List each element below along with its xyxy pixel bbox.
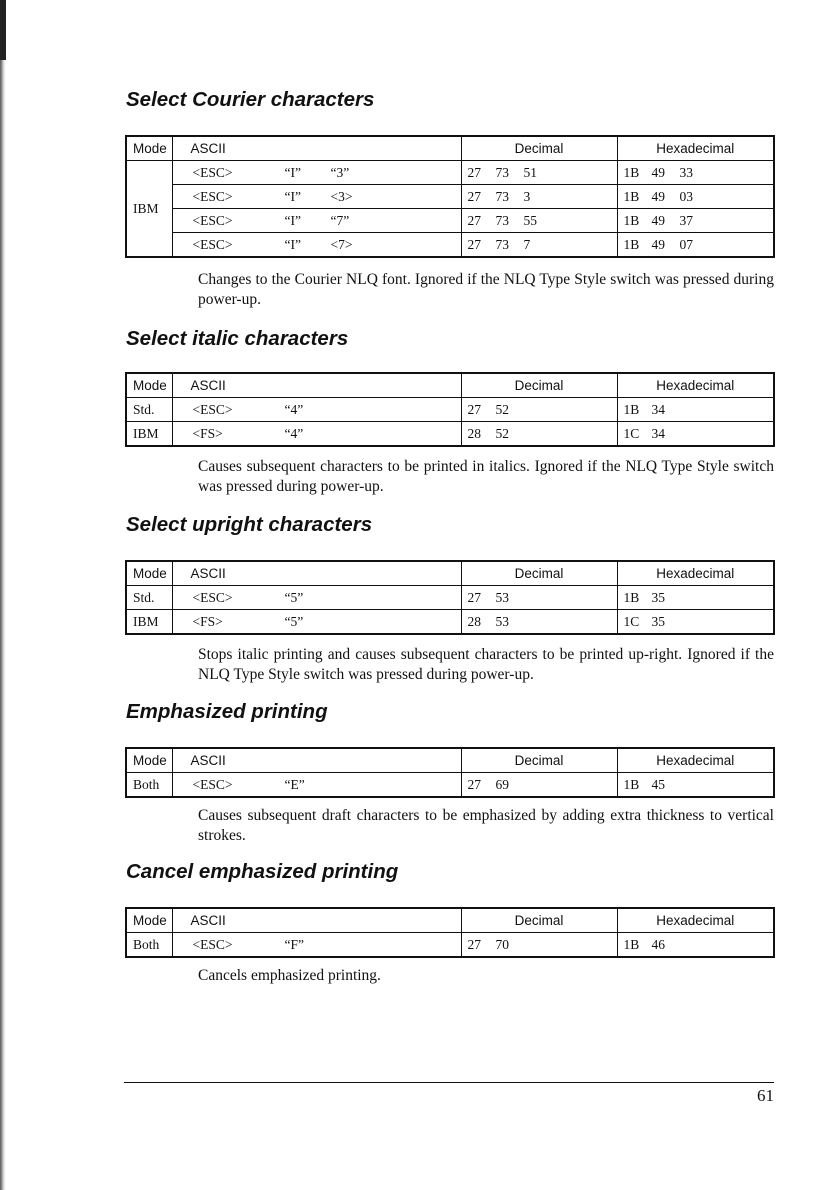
- ascii-cell: [172, 398, 461, 422]
- ascii-token: “I”: [284, 212, 301, 228]
- ascii-token: “5”: [284, 613, 304, 629]
- command-table-emphasized: [125, 747, 775, 798]
- table-header-row: [126, 748, 774, 773]
- header-ascii: ASCII: [172, 908, 461, 933]
- section-title-emphasized: Emphasized printing: [126, 700, 328, 723]
- hex-value: 1B: [623, 776, 640, 792]
- page-binding-edge: [0, 0, 6, 1190]
- decimal-cell: [461, 209, 617, 233]
- hex-value: 49: [651, 236, 665, 252]
- command-table-cancel-emphasized: [125, 907, 775, 958]
- ascii-token: <ESC>: [192, 188, 233, 204]
- ascii-token: <3>: [330, 188, 353, 204]
- mode-cell: IBM: [126, 610, 172, 635]
- decimal-value: 7: [523, 236, 531, 252]
- header-decimal: Decimal: [461, 561, 617, 586]
- ascii-token: <ESC>: [192, 589, 233, 605]
- section-title-cancel-emphasized: Cancel emphasized printing: [126, 860, 399, 883]
- section-description-cancel-emphasized: Cancels emphasized printing.: [198, 967, 381, 984]
- header-mode: Mode: [126, 908, 172, 933]
- table-row: [126, 233, 774, 258]
- table-row: [126, 161, 774, 185]
- header-hexadecimal: Hexadecimal: [617, 748, 774, 773]
- ascii-token: “F”: [284, 936, 304, 952]
- hex-value: 1C: [623, 613, 640, 629]
- header-mode: Mode: [126, 136, 172, 161]
- decimal-value: 27: [467, 776, 481, 792]
- header-decimal: Decimal: [461, 908, 617, 933]
- decimal-value: 27: [467, 164, 481, 180]
- page-binding-mark: [0, 0, 6, 60]
- hex-cell: [617, 209, 774, 233]
- table-row: [126, 185, 774, 209]
- hex-cell: [617, 586, 774, 610]
- decimal-value: 73: [495, 188, 509, 204]
- command-table-upright: [125, 560, 775, 635]
- header-ascii: ASCII: [172, 748, 461, 773]
- decimal-value: 53: [495, 589, 509, 605]
- hex-value: 49: [651, 164, 665, 180]
- header-ascii: ASCII: [172, 136, 461, 161]
- section-title-italic: Select italic characters: [126, 327, 349, 350]
- table-header-row: [126, 908, 774, 933]
- hex-value: 49: [651, 188, 665, 204]
- section-title-upright: Select upright characters: [126, 513, 373, 536]
- section-description-emphasized: Causes subsequent draft characters to be emphasized by adding extra thickness to vertical strokes.: [198, 807, 774, 844]
- decimal-value: 28: [467, 425, 481, 441]
- table-row: [126, 773, 774, 798]
- mode-cell: IBM: [126, 161, 172, 258]
- header-hexadecimal: Hexadecimal: [617, 136, 774, 161]
- table-row: [126, 422, 774, 447]
- hex-value: 1B: [623, 164, 640, 180]
- decimal-cell: [461, 398, 617, 422]
- header-decimal: Decimal: [461, 136, 617, 161]
- hex-cell: [617, 773, 774, 798]
- ascii-token: <FS>: [192, 613, 223, 629]
- decimal-value: 27: [467, 236, 481, 252]
- mode-cell: IBM: [126, 422, 172, 447]
- header-ascii: ASCII: [172, 561, 461, 586]
- hex-value: 1B: [623, 589, 640, 605]
- decimal-value: 27: [467, 188, 481, 204]
- ascii-token: <ESC>: [192, 401, 233, 417]
- hex-value: 34: [651, 425, 665, 441]
- hex-cell: [617, 233, 774, 258]
- ascii-token: “I”: [284, 236, 301, 252]
- hex-cell: [617, 398, 774, 422]
- ascii-token: “3”: [330, 164, 350, 180]
- table-header-row: [126, 373, 774, 398]
- table-row: [126, 209, 774, 233]
- hex-value: 1B: [623, 936, 640, 952]
- decimal-value: 3: [523, 188, 531, 204]
- ascii-token: “I”: [284, 164, 301, 180]
- ascii-token: “5”: [284, 589, 304, 605]
- hex-cell: [617, 422, 774, 447]
- command-table-italic: [125, 372, 775, 447]
- ascii-cell: [172, 209, 461, 233]
- decimal-value: 53: [495, 613, 509, 629]
- decimal-value: 27: [467, 212, 481, 228]
- table-header-row: [126, 561, 774, 586]
- decimal-value: 27: [467, 589, 481, 605]
- decimal-cell: [461, 422, 617, 447]
- hex-value: 46: [651, 936, 665, 952]
- page-number: 61: [757, 1086, 774, 1105]
- decimal-value: 52: [495, 401, 509, 417]
- header-ascii: ASCII: [172, 373, 461, 398]
- decimal-value: 73: [495, 236, 509, 252]
- ascii-cell: [172, 185, 461, 209]
- hex-value: 35: [651, 589, 665, 605]
- mode-cell: Std.: [126, 586, 172, 610]
- ascii-cell: [172, 233, 461, 258]
- ascii-cell: [172, 773, 461, 798]
- decimal-value: 70: [495, 936, 509, 952]
- hex-cell: [617, 161, 774, 185]
- decimal-cell: [461, 933, 617, 958]
- mode-cell: Both: [126, 933, 172, 958]
- hex-value: 35: [651, 613, 665, 629]
- hex-value: 37: [679, 212, 693, 228]
- section-title-courier: Select Courier characters: [126, 88, 375, 111]
- hex-cell: [617, 185, 774, 209]
- ascii-token: <ESC>: [192, 164, 233, 180]
- hex-value: 49: [651, 212, 665, 228]
- hex-value: 1B: [623, 401, 640, 417]
- ascii-token: <7>: [330, 236, 353, 252]
- hex-value: 1B: [623, 188, 640, 204]
- section-description-italic: Causes subsequent characters to be printed in italics. Ignored if the NLQ Type Style switch was pressed during power-up.: [198, 458, 774, 495]
- hex-value: 34: [651, 401, 665, 417]
- header-hexadecimal: Hexadecimal: [617, 908, 774, 933]
- mode-cell: Std.: [126, 398, 172, 422]
- decimal-cell: [461, 610, 617, 635]
- table-header-row: [126, 136, 774, 161]
- ascii-cell: [172, 610, 461, 635]
- hex-value: 07: [679, 236, 693, 252]
- header-hexadecimal: Hexadecimal: [617, 561, 774, 586]
- ascii-token: <ESC>: [192, 212, 233, 228]
- decimal-value: 27: [467, 401, 481, 417]
- ascii-token: <FS>: [192, 425, 223, 441]
- footer-rule: [124, 1082, 774, 1083]
- ascii-token: <ESC>: [192, 936, 233, 952]
- decimal-cell: [461, 773, 617, 798]
- decimal-value: 73: [495, 212, 509, 228]
- ascii-cell: [172, 586, 461, 610]
- ascii-token: “I”: [284, 188, 301, 204]
- header-mode: Mode: [126, 748, 172, 773]
- ascii-cell: [172, 422, 461, 447]
- table-row: [126, 586, 774, 610]
- ascii-token: “E”: [284, 776, 305, 792]
- header-decimal: Decimal: [461, 373, 617, 398]
- decimal-value: 51: [523, 164, 537, 180]
- mode-cell: Both: [126, 773, 172, 798]
- decimal-cell: [461, 161, 617, 185]
- command-table-courier: [125, 135, 775, 258]
- decimal-value: 52: [495, 425, 509, 441]
- hex-value: 1C: [623, 425, 640, 441]
- ascii-token: “7”: [330, 212, 350, 228]
- header-decimal: Decimal: [461, 748, 617, 773]
- ascii-cell: [172, 933, 461, 958]
- decimal-value: 55: [523, 212, 537, 228]
- hex-value: 1B: [623, 236, 640, 252]
- table-row: [126, 610, 774, 635]
- ascii-token: “4”: [284, 401, 304, 417]
- header-hexadecimal: Hexadecimal: [617, 373, 774, 398]
- header-mode: Mode: [126, 561, 172, 586]
- table-row: [126, 398, 774, 422]
- decimal-cell: [461, 586, 617, 610]
- hex-value: 1B: [623, 212, 640, 228]
- decimal-value: 27: [467, 936, 481, 952]
- decimal-value: 73: [495, 164, 509, 180]
- decimal-value: 69: [495, 776, 509, 792]
- hex-value: 03: [679, 188, 693, 204]
- ascii-token: <ESC>: [192, 776, 233, 792]
- hex-cell: [617, 933, 774, 958]
- decimal-cell: [461, 233, 617, 258]
- decimal-value: 28: [467, 613, 481, 629]
- table-row: [126, 933, 774, 958]
- ascii-cell: [172, 161, 461, 185]
- hex-cell: [617, 610, 774, 635]
- section-description-upright: Stops italic printing and causes subsequent characters to be printed up-right. Ignored if the NLQ Type Style switch was pressed during power-up.: [198, 646, 774, 683]
- ascii-token: <ESC>: [192, 236, 233, 252]
- ascii-token: “4”: [284, 425, 304, 441]
- hex-value: 45: [651, 776, 665, 792]
- decimal-cell: [461, 185, 617, 209]
- hex-value: 33: [679, 164, 693, 180]
- section-description-courier: Changes to the Courier NLQ font. Ignored if the NLQ Type Style switch was pressed during power-up.: [198, 271, 774, 308]
- header-mode: Mode: [126, 373, 172, 398]
